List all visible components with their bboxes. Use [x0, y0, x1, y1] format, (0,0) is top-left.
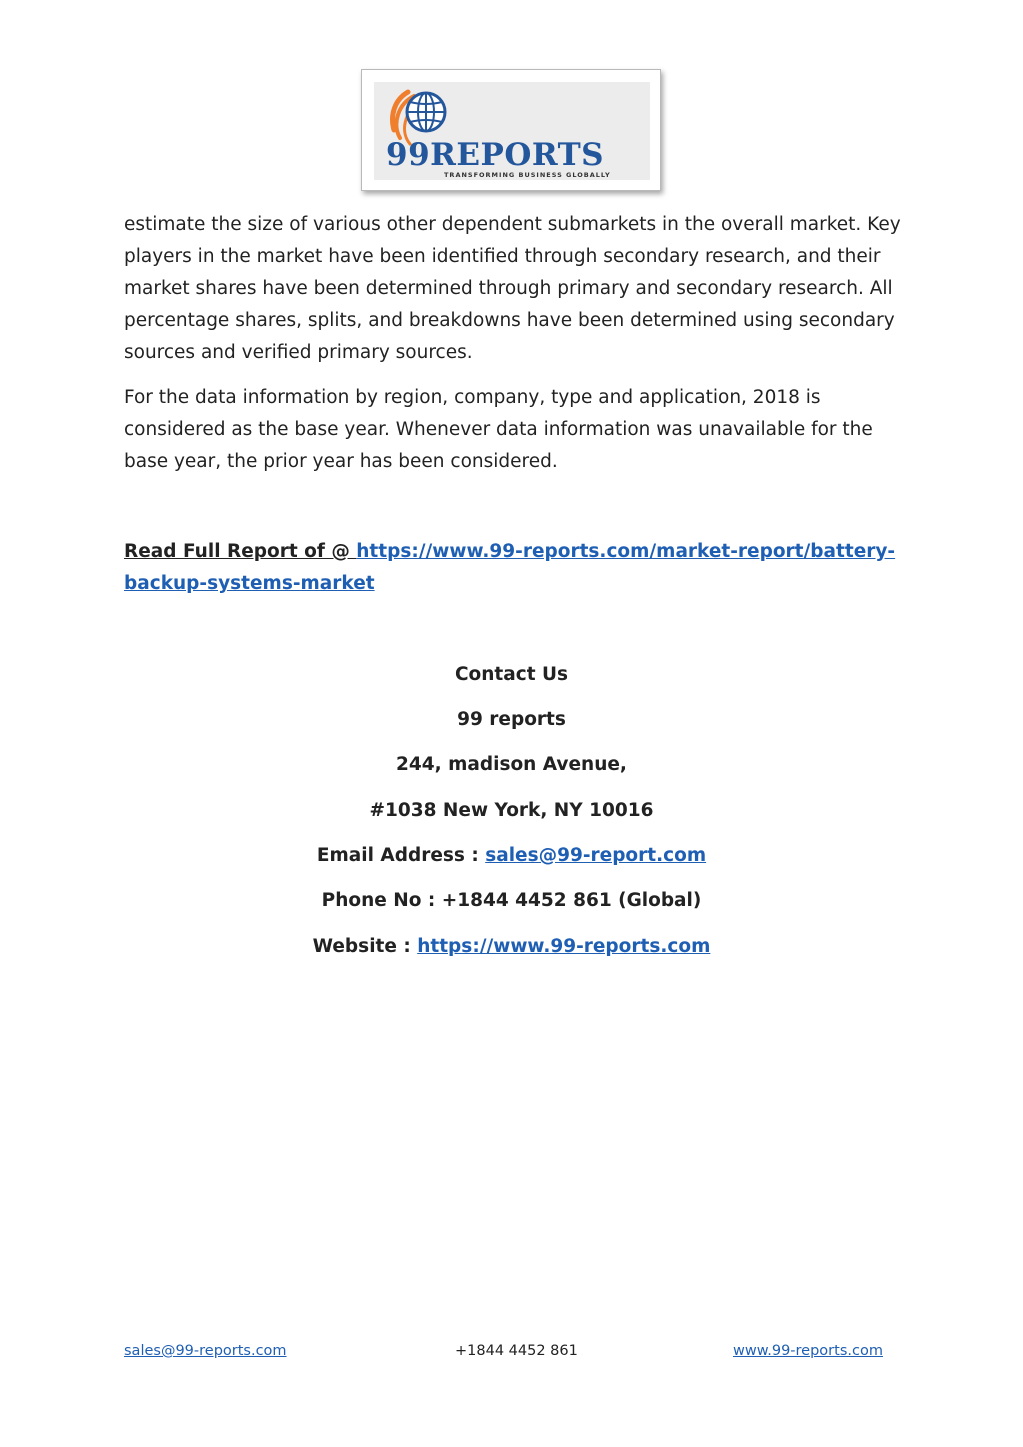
contact-heading: Contact Us [454, 664, 569, 685]
body-paragraph-1: estimate the size of various other dependent submarkets in the overall market. Key players in the market have been identified through secondary research, and their market shares have been determined through primary and secondary research. All percentage shares, splits, and breakdowns have been determined using secondary sources and verified primary sources. [124, 214, 901, 363]
footer-email-link[interactable]: sales@99-reports.com [124, 1343, 287, 1359]
email-label: Email Address : [316, 845, 486, 866]
contact-phone: Phone No : +1844 4452 861 (Global) [321, 890, 702, 911]
contact-email [0, 842, 1023, 870]
read-full-report [124, 536, 914, 600]
body-paragraph-2: For the data information by region, company, type and application, 2018 is considered as the base year. Whenever data information was unavailable for the base year, the prior year has been considered. [124, 387, 873, 472]
footer-phone: +1844 4452 861 [455, 1343, 578, 1359]
email-link[interactable]: sales@99-report.com [485, 845, 707, 866]
read-full-report-label: Read Full Report of @ [124, 541, 357, 562]
logo-wordmark: 99REPORTS [386, 137, 605, 173]
logo-background [374, 82, 650, 180]
report-url-link[interactable]: https://www.99-reports.com/market-report/battery-backup-systems-market [124, 541, 896, 594]
contact-address-line-1: 244, madison Avenue, [396, 754, 627, 775]
footer-website-link[interactable]: www.99-reports.com [733, 1343, 883, 1359]
company-logo [361, 69, 661, 191]
logo-tagline: TRANSFORMING BUSINESS GLOBALLY [444, 171, 611, 179]
contact-company: 99 reports [457, 709, 566, 730]
website-label: Website : [312, 936, 418, 957]
contact-address-line-2: #1038 New York, NY 10016 [369, 800, 654, 821]
contact-website [0, 933, 1023, 961]
website-link[interactable]: https://www.99-reports.com [417, 936, 711, 957]
